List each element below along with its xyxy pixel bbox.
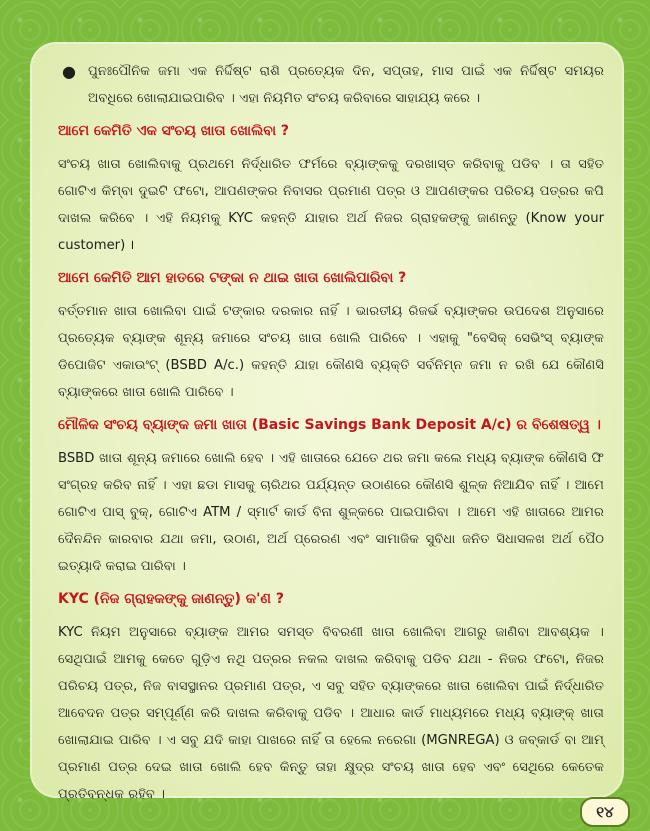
section-body: ବର୍ତ୍ତମାନ ଖାତା ଖୋଲିବା ପାଇଁ ଟଙ୍କାର ଦରକାର ନାହିଁ । ଭାରତୀୟ ରିଜର୍ଭ ବ୍ୟାଙ୍କର ଉପଦେଶ ଅନୁସାରେ ପ୍ରତ୍ୟେକ ବ୍ୟାଙ୍କ ଶୂନ୍ୟ ଜମାରେ ସଂଚୟ ଖାତା ଖୋଲି ପାରିବେ । ଏହାକୁ "ବେସିକ୍ ସେଭିଂସ୍ ବ୍ୟାଙ୍କ ଡିପୋଜିଟ ଏକାଉଂଟ୍ (BSBD A/c.) କହନ୍ତି ଯାହା କୌଣସି ବ୍ୟକ୍ତି ସର୍ବନିମ୍ନ ଜମା ନ ରଖି ଯେ କୌଣସି ବ୍ୟାଙ୍କରେ ଖାତା ଖୋଲି ପାରିବେ । (58, 304, 604, 400)
section-body: ସଂଚୟ ଖାତା ଖୋଲିବାକୁ ପ୍ରଥମେ ନିର୍ଦ୍ଧାରିତ ଫର୍ମରେ ବ୍ୟାଙ୍କକୁ ଦରଖାସ୍ତ କରିବାକୁ ପଡିବ । ତା ସହିତ ଗୋଟିଏ କିମ୍ବା ଦୁଇଟି ଫଟୋ, ଆପଣଙ୍କର ନିବାସର ପ୍ରମାଣ ପତ୍ର ଓ ଆପଣଙ୍କର ପରିଚୟ ପତ୍ରର କପି ଦାଖଲ କରିବେ । ଏହି ନିୟମକୁ KYC କହନ୍ତି ଯାହାର ଅର୍ଥ ନିଜର ଗ୍ରାହକଙ୍କୁ ଜାଣନ୍ତୁ (Know your customer) । (58, 157, 604, 253)
section-heading: ଆମେ କେମିତି ଆମ ହାତରେ ଟଙ୍କା ନ ଥାଇ ଖାତା ଖୋଲିପାରିବା ? (58, 270, 407, 286)
section-open-account (58, 118, 604, 259)
bullet-item (58, 58, 604, 112)
section-body: KYC ନିୟମ ଅନୁସାରେ ବ୍ୟାଙ୍କ ଆମର ସମସ୍ତ ବିବରଣୀ ଖାତା ଖୋଲିବା ଆଗରୁ ଜାଣିବା ଆବଶ୍ୟକ । ସେଥିପାଇଁ ଆମକୁ କେତେ ଗୁଡ଼ିଏ ନଥି ପତ୍ରର ନକଲ ଦାଖଲ କରିବାକୁ ପଡିବ ଯଥା - ନିଜର ଫଟୋ, ନିଜର ପରିଚୟ ପତ୍ର, ନିଜ ବାସସ୍ଥାନର ପ୍ରମାଣ ପତ୍ର, ଏ ସବୁ ସହିତ ବ୍ୟାଙ୍କରେ ଖାତା ଖୋଲିବା ପାଇଁ ନିର୍ଦ୍ଧାରିତ ଆବେଦନ ପତ୍ର ସମ୍ପୂର୍ଣ୍ଣ କରି ଦାଖଲ କରିବାକୁ ପଡିବ । ଆଧାର କାର୍ଡ ମାଧ୍ୟମରେ ମଧ୍ୟ ବ୍ୟାଙ୍କ୍ ଖାତା ଖୋଲାଯାଇ ପାରିବ । ଏ ସବୁ ଯଦି କାହା ପାଖରେ ନାହିଁ ତା ହେଲେ ନରେଗା (MGNREGA) ଓ ଜବ୍‌କାର୍ଡ ବା ଆମ୍ ପ୍ରମାଣ ପତ୍ର ଦେଇ ଖାତା ଖୋଲି ହେବ କିନ୍ତୁ ତାହା କ୍ଷୁଦ୍ର ସଂଚୟ ଖାତା ହେବ ଏବଂ ସେଥିରେ କେତେକ ପ୍ରତିବନ୍ଧକ ରହିବ । (58, 625, 604, 802)
section-heading: KYC (ନିଜ ଗ୍ରାହକଙ୍କୁ ଜାଣନ୍ତୁ) କ'ଣ ? (58, 591, 284, 607)
bullet-dot-icon: ● (62, 62, 76, 81)
page-number: ୧୪ (580, 797, 630, 827)
section-bsbd-features (58, 412, 604, 580)
bullet-text: ପୁନଃପୌନିକ ଜମା ଏକ ନିର୍ଦ୍ଦିଷ୍ଟ ରାଶି ପ୍ରତ୍ୟେକ ଦିନ, ସପ୍ତାହ, ମାସ ପାଇଁ ଏକ ନିର୍ଦ୍ଦିଷ୍ଟ ସମୟର ଅବଧିରେ ଖୋଲାଯାଇପାରିବ । ଏହା ନିୟମିତ ସଂଚୟ କରିବାରେ ସାହାଯ୍ୟ କରେ । (88, 64, 604, 106)
section-heading: ମୌଳିକ ସଂଚୟ ବ୍ୟାଙ୍କ ଜମା ଖାତା (Basic Savings Bank Deposit A/c) ର ବିଶେଷତ୍ୱ । (58, 417, 601, 433)
section-kyc (58, 586, 604, 808)
page-content (58, 58, 604, 814)
section-zero-balance (58, 265, 604, 406)
section-body: BSBD ଖାତା ଶୂନ୍ୟ ଜମାରେ ଖୋଲି ହେବ । ଏହି ଖାତାରେ ଯେତେ ଥର ଜମା କଲେ ମଧ୍ୟ ବ୍ୟାଙ୍କ କୌଣସି ଫି ସଂଗ୍ରହ କରିବ ନାହିଁ । ଏହା ଛଡା ମାସକୁ ଚାରିଥର ପର୍ଯ୍ୟନ୍ତ ଉଠାଣରେ କୌଣସି ଶୁଳ୍କ ନିଆଯିବ ନାହିଁ । ଆମେ ଗୋଟିଏ ପାସ୍ ବୁକ୍, ଗୋଟିଏ ATM / ସ୍ମାର୍ଟ କାର୍ଡ ବିନା ଶୁଳ୍କରେ ପାଇପାରିବା । ଆମେ ଏହି ଖାତାରେ ଆମର ଦୈନନ୍ଦିନ କାରବାର ଯଥା ଜମା, ଉଠାଣ, ଅର୍ଥ ପ୍ରେରଣ ଏବଂ ସାମାଜିକ ସୁବିଧା ଜନିତ ସିଧାସଳଖ ଅର୍ଥ ପୈଠ ଇତ୍ୟାଦି କରାଇ ପାରିବା । (58, 451, 604, 574)
section-heading: ଆମେ କେମିତି ଏକ ସଂଚୟ ଖାତା ଖୋଲିବା ? (58, 123, 290, 139)
